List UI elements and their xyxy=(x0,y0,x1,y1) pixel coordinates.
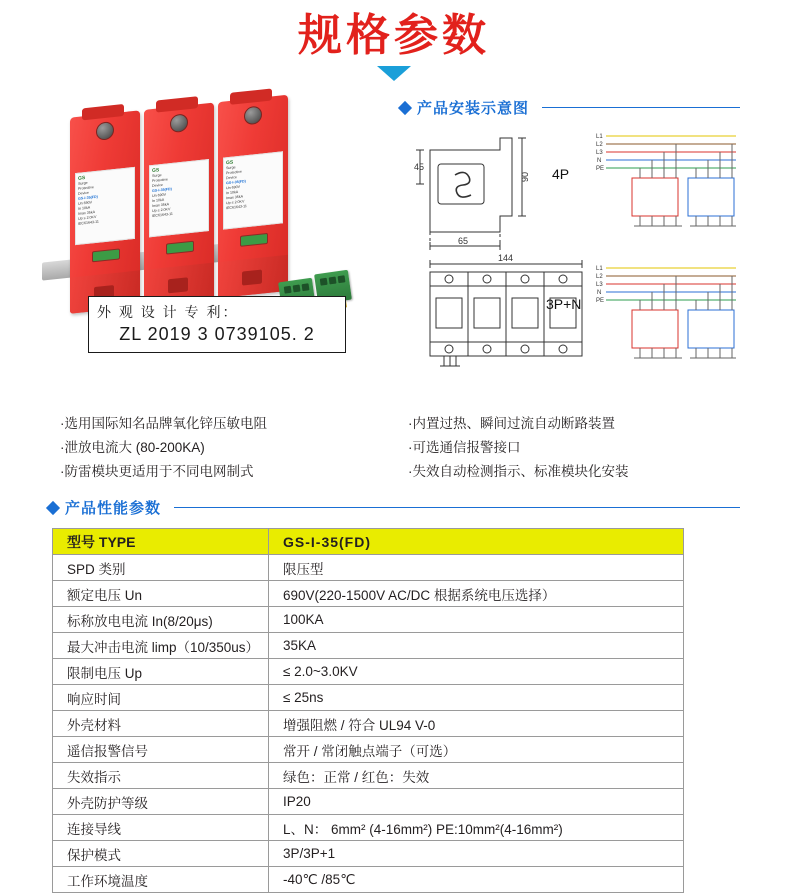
terminal-screw xyxy=(244,105,262,125)
spec-key: 连接导线 xyxy=(53,815,269,841)
diamond-bullet-icon xyxy=(46,500,60,514)
svg-text:L3: L3 xyxy=(596,282,603,288)
feature-list-left xyxy=(60,412,380,484)
spec-key: 标称放电电流 In(8/20μs) xyxy=(53,607,269,633)
module-label-line: Device xyxy=(78,190,89,196)
feature-item: ·选用国际知名品牌氧化锌压敏电阻 xyxy=(60,416,267,431)
diagram-svg xyxy=(400,120,740,400)
module-label-line: Imax 35kA xyxy=(152,202,169,209)
spec-table xyxy=(52,528,684,893)
module-label-line: Up ≤ 2.0KV xyxy=(152,207,171,214)
svg-text:L1: L1 xyxy=(596,134,603,140)
svg-text:L1: L1 xyxy=(596,266,603,272)
section-heading-installation xyxy=(400,97,740,118)
heading-rule xyxy=(174,507,740,508)
feature-item: ·可选通信报警接口 xyxy=(408,440,521,455)
section-heading-performance xyxy=(48,497,740,518)
table-row xyxy=(53,555,684,581)
patent-number: ZL 2019 3 0739105. 2 xyxy=(119,324,315,344)
module-label-line: Protective xyxy=(78,185,94,191)
module-label-line: Up ≤ 2.0KV xyxy=(78,214,97,221)
module-brand: GS xyxy=(152,167,160,175)
spec-key: 遥信报警信号 xyxy=(53,737,269,763)
diagram-label-4p: 4P xyxy=(552,166,570,182)
feature-item: ·防雷模块更适用于不同电网制式 xyxy=(60,464,254,479)
diagram-label-3pn: 3P+N xyxy=(546,296,582,312)
module-notch xyxy=(230,88,272,104)
module-label-line: Un 690V xyxy=(152,192,166,199)
module-label-line: In 10kA xyxy=(226,189,239,196)
spec-value: ≤ 25ns xyxy=(269,685,684,711)
module-label-line: Protective xyxy=(226,169,242,176)
spec-value: -40℃ /85℃ xyxy=(269,867,684,893)
svg-text:90: 90 xyxy=(520,171,530,182)
module-label-line: Surge xyxy=(78,180,88,186)
spec-key: SPD 类别 xyxy=(53,555,269,581)
svg-text:144: 144 xyxy=(498,253,514,263)
module-label-line: In 10kA xyxy=(152,197,165,204)
spec-value: 限压型 xyxy=(269,555,684,581)
module-label-line: Device xyxy=(152,182,163,189)
module-label-line: GS-I-35(FD) xyxy=(226,179,246,186)
module-label-line: Device xyxy=(226,175,237,181)
spec-key: 限制电压 Up xyxy=(53,659,269,685)
feature-list-right xyxy=(408,412,748,484)
spec-key: 响应时间 xyxy=(53,685,269,711)
spec-key: 型号 TYPE xyxy=(53,529,269,555)
module-label-line: Un 690V xyxy=(78,200,92,206)
table-row xyxy=(53,607,684,633)
module-label-line: Imax 35kA xyxy=(78,210,95,216)
spd-module xyxy=(144,103,214,306)
module-label-line: In 10kA xyxy=(78,205,91,211)
svg-text:L3: L3 xyxy=(596,150,603,156)
module-label-line: Protective xyxy=(152,177,168,184)
spec-key: 失效指示 xyxy=(53,763,269,789)
heading-rule xyxy=(542,107,740,108)
table-row xyxy=(53,529,684,555)
feature-item: ·内置过热、瞬间过流自动断路装置 xyxy=(408,416,615,431)
module-brand: GS xyxy=(78,175,86,182)
module-label xyxy=(223,151,283,229)
table-row xyxy=(53,841,684,867)
table-row xyxy=(53,711,684,737)
table-row xyxy=(53,581,684,607)
module-brand: GS xyxy=(226,159,234,167)
module-label-line: Un 690V xyxy=(226,184,240,191)
table-row xyxy=(53,867,684,893)
table-row xyxy=(53,737,684,763)
svg-text:65: 65 xyxy=(458,236,469,246)
spec-key: 外壳防护等级 xyxy=(53,789,269,815)
table-row xyxy=(53,633,684,659)
module-notch xyxy=(82,104,124,120)
section-heading-label: 产品性能参数 xyxy=(65,500,162,517)
terminal-hole xyxy=(293,285,301,293)
module-label-line: GS-I-35(FD) xyxy=(78,194,98,201)
patent-label: 外 观 设 计 专 利： xyxy=(97,304,239,320)
module-label xyxy=(149,159,209,237)
spd-module xyxy=(218,95,288,298)
patent-box xyxy=(88,296,346,353)
terminal-screw xyxy=(170,113,188,133)
spec-key: 外壳材料 xyxy=(53,711,269,737)
feature-item: ·失效自动检测指示、标准模块化安装 xyxy=(408,464,629,479)
module-label-line: Surge xyxy=(152,173,162,179)
spec-value: ≤ 2.0~3.0KV xyxy=(269,659,684,685)
svg-text:N: N xyxy=(597,290,602,296)
spec-value: 绿色：正常 / 红色：失效 xyxy=(269,763,684,789)
spec-value: 690V(220-1500V AC/DC 根据系统电压选择） xyxy=(269,581,684,607)
spec-value: 增强阻燃 / 符合 UL94 V-0 xyxy=(269,711,684,737)
module-notch xyxy=(156,96,198,112)
terminal-hole xyxy=(302,283,310,291)
module-label-line: Imax 35kA xyxy=(226,194,243,201)
diamond-bullet-icon xyxy=(398,100,412,114)
module-label-line: IEC61643-11 xyxy=(78,219,99,226)
status-window xyxy=(240,233,268,247)
spd-module xyxy=(70,110,140,313)
module-label xyxy=(75,167,135,245)
terminal-hole xyxy=(320,278,328,286)
terminal-screw xyxy=(96,121,114,141)
spec-key: 最大冲击电流 limp（10/350us） xyxy=(53,633,269,659)
spec-value: GS-I-35(FD) xyxy=(269,529,684,555)
spec-value: 3P/3P+1 xyxy=(269,841,684,867)
module-label-line: IEC61643-11 xyxy=(152,211,173,219)
terminal-hole xyxy=(338,275,346,283)
table-row xyxy=(53,685,684,711)
module-label-line: Up ≤ 2.0KV xyxy=(226,199,245,206)
terminal-hole xyxy=(329,277,337,285)
spec-value: 35KA xyxy=(269,633,684,659)
table-row xyxy=(53,659,684,685)
svg-text:PE: PE xyxy=(596,298,605,304)
status-window xyxy=(92,248,120,262)
spec-value: IP20 xyxy=(269,789,684,815)
module-label-line: Surge xyxy=(226,165,236,171)
table-row xyxy=(53,763,684,789)
installation-diagram xyxy=(400,120,740,400)
feature-item: ·泄放电流大 (80-200KA) xyxy=(60,440,205,455)
terminal-hole xyxy=(284,286,292,294)
spec-value: L、N： 6mm² (4-16mm²) PE:10mm²(4-16mm²) xyxy=(269,815,684,841)
svg-text:45: 45 xyxy=(414,162,425,172)
table-row xyxy=(53,815,684,841)
table-row xyxy=(53,789,684,815)
svg-text:PE: PE xyxy=(596,166,605,172)
caret-down-icon xyxy=(377,66,411,81)
module-label-line: GS-I-35(FD) xyxy=(152,186,172,194)
svg-text:L2: L2 xyxy=(596,142,603,148)
spec-key: 保护模式 xyxy=(53,841,269,867)
svg-text:L2: L2 xyxy=(596,274,603,280)
spec-key: 额定电压 Un xyxy=(53,581,269,607)
svg-text:N: N xyxy=(597,158,602,164)
module-base xyxy=(218,255,288,298)
section-heading-label: 产品安装示意图 xyxy=(417,100,530,117)
page-title: 规格参数 xyxy=(298,11,490,60)
spec-value: 常开 / 常闭触点端子（可选） xyxy=(269,737,684,763)
spec-key: 工作环境温度 xyxy=(53,867,269,893)
status-window xyxy=(166,241,194,255)
spec-value: 100KA xyxy=(269,607,684,633)
module-label-line: IEC61643-11 xyxy=(226,204,247,211)
